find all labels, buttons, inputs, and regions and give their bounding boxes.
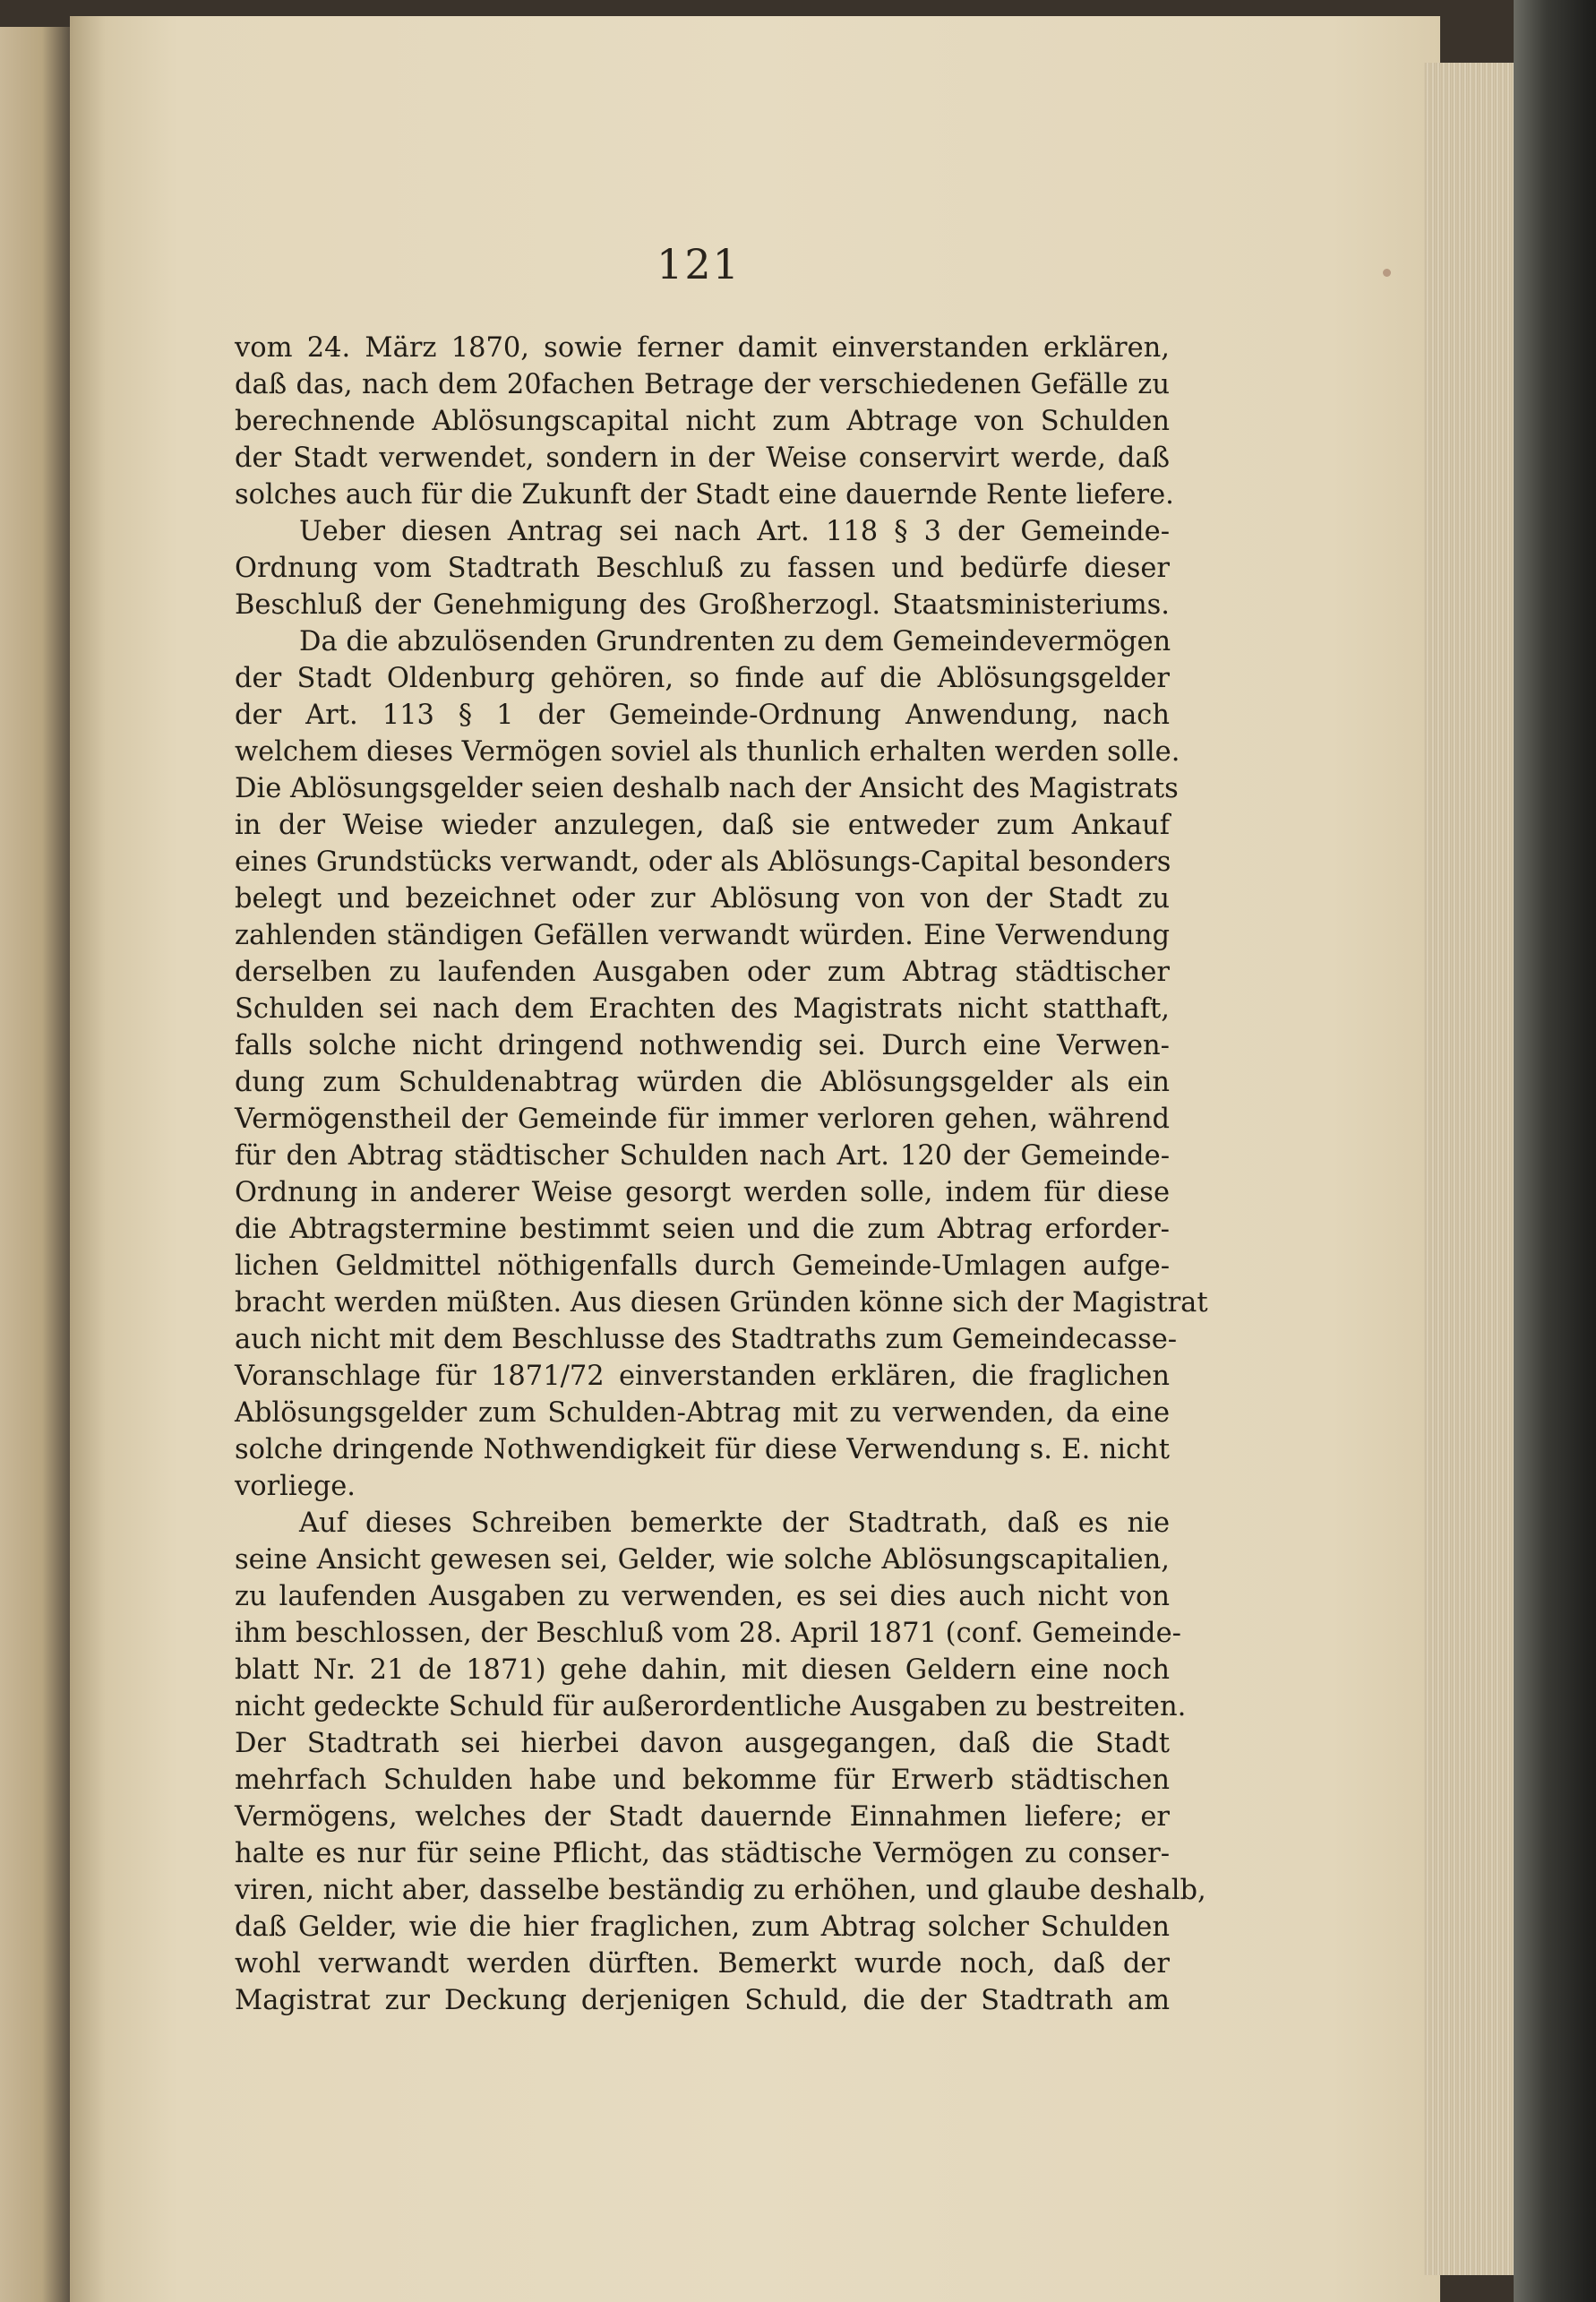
- text-line: blatt Nr. 21 de 1871) gehe dahin, mit diesen Geldern eine noch: [235, 1654, 1170, 1686]
- text-line: derselben zu laufenden Ausgaben oder zum Abtrag städtischer: [235, 957, 1170, 988]
- text-line: Beschluß der Genehmigung des Großherzogl. Staatsministeriums.: [235, 589, 1170, 621]
- text-line: solches auch für die Zukunft der Stadt eine dauernde Rente liefere.: [235, 479, 1174, 511]
- text-line: Ordnung vom Stadtrath Beschluß zu fassen und bedürfe dieser: [235, 553, 1170, 584]
- text-line: zu laufenden Ausgaben zu verwenden, es sei dies auch nicht von: [235, 1581, 1170, 1612]
- text-line: daß Gelder, wie die hier fraglichen, zum Abtrag solcher Schulden: [235, 1911, 1170, 1943]
- text-line: Die Ablösungsgelder seien deshalb nach der Ansicht des Magistrats: [235, 773, 1179, 804]
- text-line: zahlenden ständigen Gefällen verwandt würden. Eine Verwendung: [235, 920, 1170, 951]
- text-line: Vermögens, welches der Stadt dauernde Einnahmen liefere; er: [235, 1801, 1170, 1833]
- page-stack-edges: [1424, 63, 1514, 2275]
- page-number: 121: [656, 240, 741, 288]
- text-line: nicht gedeckte Schuld für außerordentliche Ausgaben zu bestreiten.: [235, 1691, 1187, 1722]
- text-line: wohl verwandt werden dürften. Bemerkt wurde noch, daß der: [235, 1948, 1170, 1980]
- text-line: Da die abzulösenden Grundrenten zu dem Gemeindevermögen: [299, 626, 1171, 657]
- text-line: Ablösungsgelder zum Schulden-Abtrag mit zu verwenden, da eine: [235, 1397, 1170, 1429]
- text-line: Auf dieses Schreiben bemerkte der Stadtrath, daß es nie: [299, 1507, 1170, 1539]
- text-line: der Art. 113 § 1 der Gemeinde-Ordnung Anwendung, nach: [235, 700, 1170, 731]
- facing-page-edge: [0, 27, 70, 2302]
- text-line: in der Weise wieder anzulegen, daß sie entweder zum Ankauf: [235, 810, 1170, 841]
- text-line: Ueber diesen Antrag sei nach Art. 118 § 3 der Gemeinde-: [299, 516, 1170, 547]
- text-line: Ordnung in anderer Weise gesorgt werden solle, indem für diese: [235, 1177, 1170, 1208]
- text-line: lichen Geldmittel nöthigenfalls durch Gemeinde-Umlagen aufge-: [235, 1250, 1170, 1282]
- text-line: vorliege.: [235, 1471, 356, 1502]
- text-line: solche dringende Nothwendigkeit für diese Verwendung s. E. nicht: [235, 1434, 1170, 1465]
- text-line: Der Stadtrath sei hierbei davon ausgegangen, daß die Stadt: [235, 1728, 1170, 1759]
- text-line: falls solche nicht dringend nothwendig sei. Durch eine Verwen-: [235, 1030, 1170, 1061]
- text-line: welchem dieses Vermögen soviel als thunlich erhalten werden solle.: [235, 736, 1180, 768]
- text-line: dung zum Schuldenabtrag würden die Ablösungsgelder als ein: [235, 1067, 1170, 1098]
- text-line: daß das, nach dem 20fachen Betrage der verschiedenen Gefälle zu: [235, 369, 1170, 400]
- text-line: bracht werden müßten. Aus diesen Gründen könne sich der Magistrat: [235, 1287, 1208, 1318]
- text-line: ihm beschlossen, der Beschluß vom 28. April 1871 (conf. Gemeinde-: [235, 1618, 1181, 1649]
- text-line: viren, nicht aber, dasselbe beständig zu erhöhen, und glaube deshalb,: [235, 1875, 1206, 1906]
- book-cover-edge: [1514, 0, 1596, 2302]
- text-line: seine Ansicht gewesen sei, Gelder, wie solche Ablösungscapitalien,: [235, 1544, 1170, 1576]
- text-line: mehrfach Schulden habe und bekomme für Erwerb städtischen: [235, 1765, 1170, 1796]
- text-line: vom 24. März 1870, sowie ferner damit einverstanden erklären,: [235, 332, 1170, 364]
- text-line: auch nicht mit dem Beschlusse des Stadtraths zum Gemeindecasse-: [235, 1324, 1178, 1355]
- text-line: der Stadt Oldenburg gehören, so finde auf die Ablösungsgelder: [235, 663, 1170, 694]
- text-line: belegt und bezeichnet oder zur Ablösung von von der Stadt zu: [235, 883, 1170, 915]
- text-line: eines Grundstücks verwandt, oder als Ablösungs-Capital besonders: [235, 846, 1171, 878]
- text-line: für den Abtrag städtischer Schulden nach Art. 120 der Gemeinde-: [235, 1140, 1170, 1172]
- text-line: Schulden sei nach dem Erachten des Magistrats nicht statthaft,: [235, 993, 1170, 1025]
- text-line: Voranschlage für 1871/72 einverstanden erklären, die fraglichen: [235, 1361, 1170, 1392]
- text-line: halte es nur für seine Pflicht, das städtische Vermögen zu conser-: [235, 1838, 1170, 1869]
- text-line: Magistrat zur Deckung derjenigen Schuld, die der Stadtrath am: [235, 1985, 1170, 2016]
- text-line: Vermögenstheil der Gemeinde für immer verloren gehen, während: [235, 1104, 1170, 1135]
- text-line: der Stadt verwendet, sondern in der Weise conservirt werde, daß: [235, 442, 1170, 474]
- body-text: [235, 330, 1208, 2019]
- text-line: die Abtragstermine bestimmt seien und die zum Abtrag erforder-: [235, 1214, 1170, 1245]
- text-line: berechnende Ablösungscapital nicht zum Abtrage von Schulden: [235, 406, 1170, 437]
